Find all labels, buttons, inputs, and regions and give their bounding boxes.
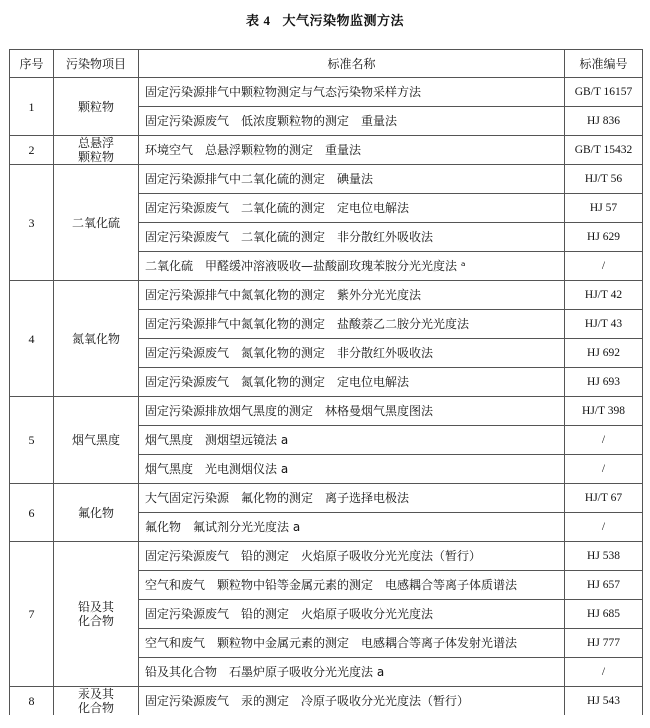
- cell-standard-code: HJ 657: [565, 571, 643, 600]
- header-seq: 序号: [10, 50, 54, 78]
- cell-seq: 5: [10, 397, 54, 484]
- cell-standard-code: HJ 692: [565, 339, 643, 368]
- table-row: [10, 542, 643, 571]
- cell-standard-code: HJ 777: [565, 629, 643, 658]
- table-row: [10, 281, 643, 310]
- cell-seq: 7: [10, 542, 54, 687]
- cell-standard-code: HJ/T 398: [565, 397, 643, 426]
- cell-standard-name: 固定污染源排气中颗粒物测定与气态污染物采样方法: [139, 78, 565, 107]
- caption-prefix: 表: [245, 14, 260, 29]
- header-name: 标准名称: [139, 50, 565, 78]
- cell-standard-code: /: [565, 455, 643, 484]
- cell-seq: 1: [10, 78, 54, 136]
- cell-standard-code: HJ/T 42: [565, 281, 643, 310]
- cell-standard-code: HJ 543: [565, 687, 643, 716]
- header-row: [10, 50, 643, 78]
- cell-standard-name: 铅及其化合物 石墨炉原子吸收分光光度法 a: [139, 658, 565, 687]
- table-row: [10, 687, 643, 716]
- cell-standard-code: GB/T 16157: [565, 78, 643, 107]
- cell-standard-name: 大气固定污染源 氟化物的测定 离子选择电极法: [139, 484, 565, 513]
- cell-seq: 3: [10, 165, 54, 281]
- cell-pollutant: 颗粒物: [54, 78, 139, 136]
- cell-standard-name: 固定污染源排气中氮氧化物的测定 紫外分光光度法: [139, 281, 565, 310]
- table-row: [10, 397, 643, 426]
- table-row: [10, 165, 643, 194]
- cell-standard-name: 固定污染源排气中氮氧化物的测定 盐酸萘乙二胺分光光度法: [139, 310, 565, 339]
- header-pollutant: 污染物项目: [54, 50, 139, 78]
- cell-standard-name: 固定污染源废气 铅的测定 火焰原子吸收分光光度法（暂行）: [139, 542, 565, 571]
- cell-standard-code: HJ 538: [565, 542, 643, 571]
- cell-standard-code: /: [565, 658, 643, 687]
- cell-standard-name: 固定污染源废气 铅的测定 火焰原子吸收分光光度法: [139, 600, 565, 629]
- caption-title: 大气污染物监测方法: [282, 14, 405, 29]
- cell-standard-name: 烟气黑度 测烟望远镜法 a: [139, 426, 565, 455]
- cell-standard-code: HJ/T 43: [565, 310, 643, 339]
- cell-pollutant: 烟气黑度: [54, 397, 139, 484]
- cell-standard-code: HJ/T 56: [565, 165, 643, 194]
- cell-standard-code: HJ 629: [565, 223, 643, 252]
- table-row: [10, 484, 643, 513]
- cell-standard-name: 氟化物 氟试剂分光光度法 a: [139, 513, 565, 542]
- caption-number: 4: [263, 13, 271, 28]
- cell-standard-code: /: [565, 426, 643, 455]
- cell-standard-code: HJ 685: [565, 600, 643, 629]
- cell-standard-code: GB/T 15432: [565, 136, 643, 165]
- cell-standard-code: HJ 693: [565, 368, 643, 397]
- cell-standard-code: HJ/T 67: [565, 484, 643, 513]
- cell-standard-name: 固定污染源排气中二氧化硫的测定 碘量法: [139, 165, 565, 194]
- table-caption: [0, 10, 650, 29]
- cell-pollutant: 铅及其 化合物: [54, 542, 139, 687]
- cell-pollutant: 氟化物: [54, 484, 139, 542]
- cell-standard-name: 空气和废气 颗粒物中铅等金属元素的测定 电感耦合等离子体质谱法: [139, 571, 565, 600]
- cell-standard-code: /: [565, 513, 643, 542]
- cell-pollutant: 氮氧化物: [54, 281, 139, 397]
- cell-standard-name: 固定污染源废气 汞的测定 冷原子吸收分光光度法（暂行）: [139, 687, 565, 716]
- cell-standard-name: 固定污染源废气 二氧化硫的测定 非分散红外吸收法: [139, 223, 565, 252]
- cell-seq: 4: [10, 281, 54, 397]
- table-body: [10, 78, 643, 716]
- cell-standard-name: 固定污染源排放烟气黑度的测定 林格曼烟气黑度图法: [139, 397, 565, 426]
- cell-standard-name: 固定污染源废气 氮氧化物的测定 非分散红外吸收法: [139, 339, 565, 368]
- cell-standard-code: /: [565, 252, 643, 281]
- cell-standard-name: 固定污染源废气 低浓度颗粒物的测定 重量法: [139, 107, 565, 136]
- cell-standard-name: 烟气黑度 光电测烟仪法 a: [139, 455, 565, 484]
- table-row: [10, 78, 643, 107]
- cell-standard-code: HJ 57: [565, 194, 643, 223]
- cell-seq: 6: [10, 484, 54, 542]
- cell-standard-code: HJ 836: [565, 107, 643, 136]
- cell-seq: 2: [10, 136, 54, 165]
- monitoring-methods-table: [9, 49, 643, 715]
- cell-pollutant: 汞及其 化合物: [54, 687, 139, 716]
- cell-standard-name: 固定污染源废气 氮氧化物的测定 定电位电解法: [139, 368, 565, 397]
- cell-pollutant: 二氧化硫: [54, 165, 139, 281]
- cell-standard-name: 环境空气 总悬浮颗粒物的测定 重量法: [139, 136, 565, 165]
- table-row: [10, 136, 643, 165]
- cell-pollutant: 总悬浮 颗粒物: [54, 136, 139, 165]
- cell-standard-name: 固定污染源废气 二氧化硫的测定 定电位电解法: [139, 194, 565, 223]
- cell-standard-name: 空气和废气 颗粒物中金属元素的测定 电感耦合等离子体发射光谱法: [139, 629, 565, 658]
- header-code: 标准编号: [565, 50, 643, 78]
- cell-standard-name: 二氧化硫 甲醛缓冲溶液吸收—盐酸副玫瑰苯胺分光光度法 ᵃ: [139, 252, 565, 281]
- cell-seq: 8: [10, 687, 54, 716]
